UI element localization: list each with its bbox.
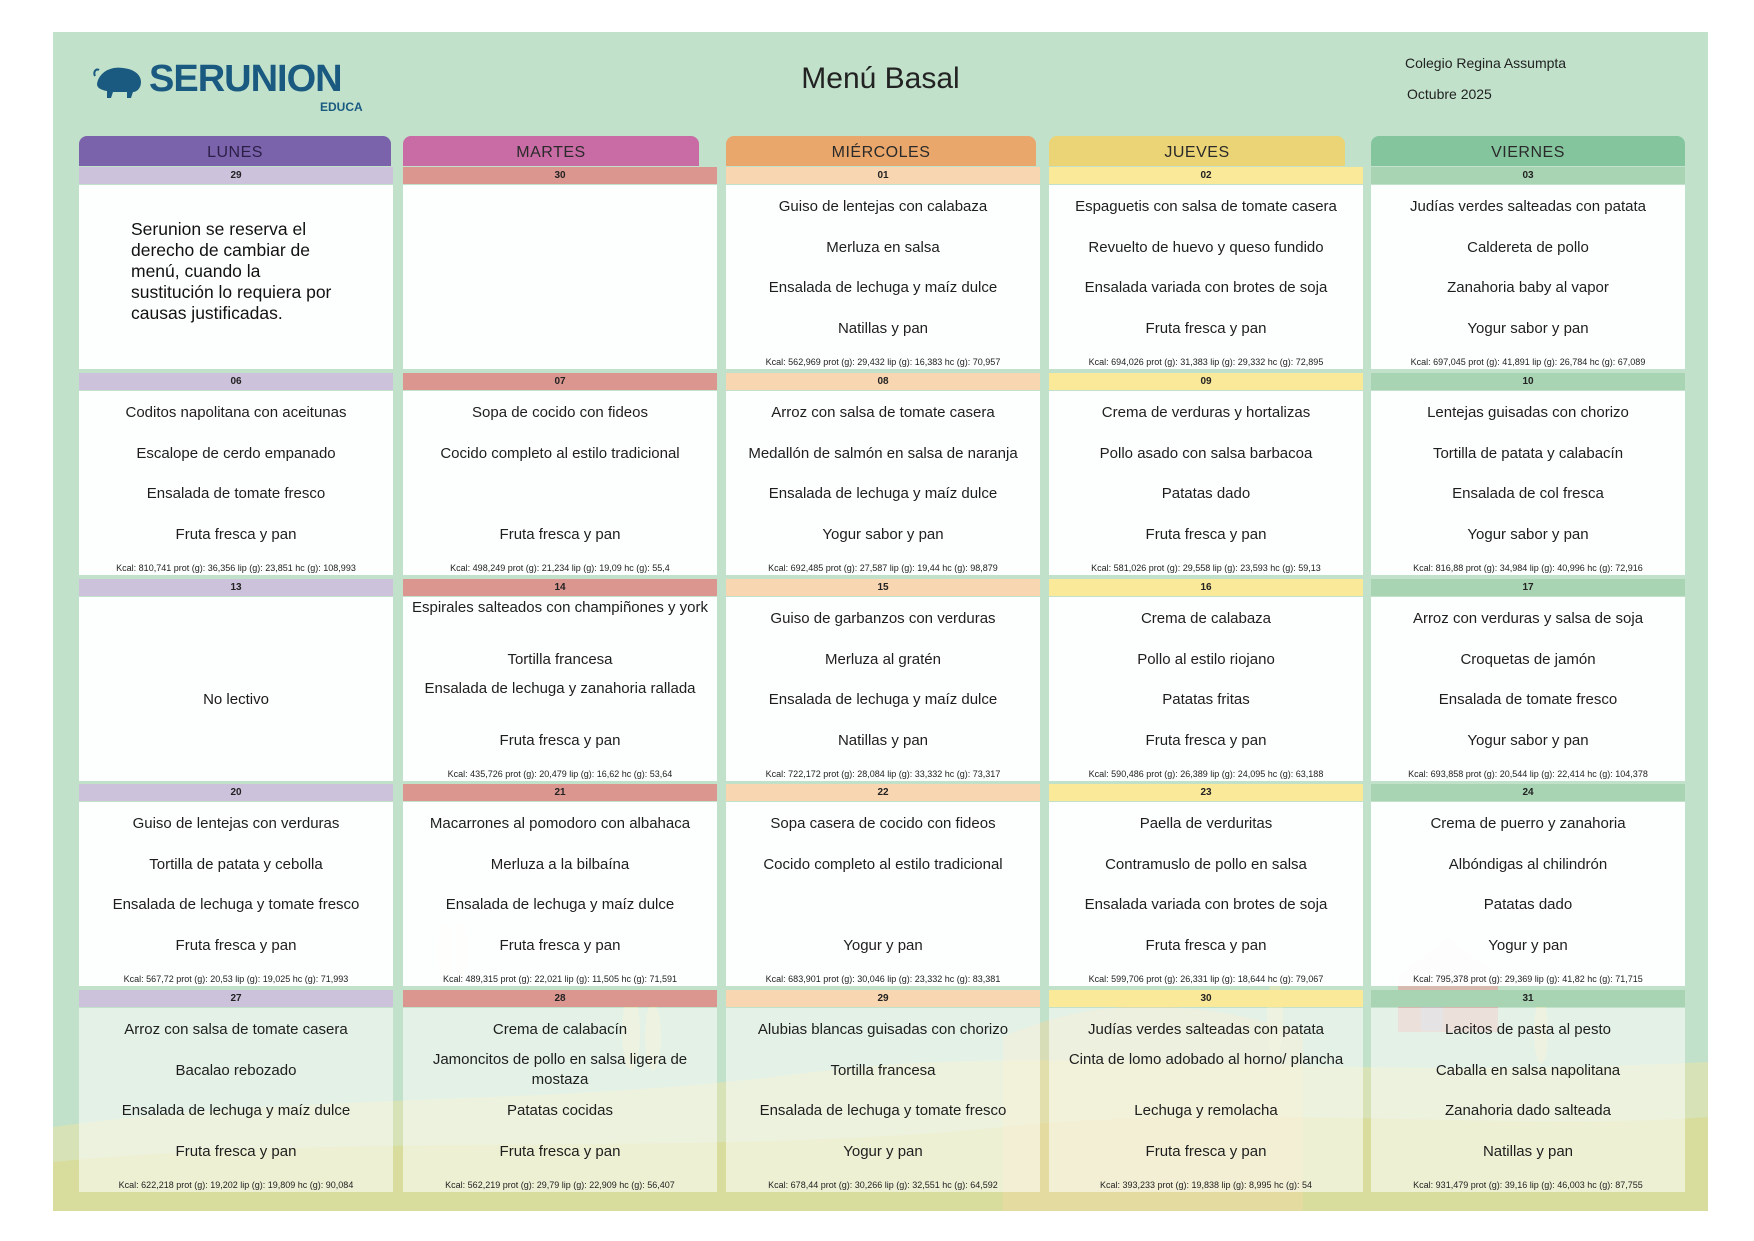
nutrition-info: Kcal: 581,026 prot (g): 29,558 lip (g): 23,593 hc (g): 59,13	[1091, 563, 1321, 573]
dish-4: Yogur y pan	[843, 1143, 923, 1160]
dish-3: Ensalada de lechuga y tomate fresco	[112, 896, 360, 913]
dish-4: Natillas y pan	[837, 320, 929, 337]
nutrition-info: Kcal: 622,218 prot (g): 19,202 lip (g): 19,809 hc (g): 90,084	[118, 1180, 354, 1190]
dish-1: Lentejas guisadas con chorizo	[1427, 404, 1629, 421]
nutrition-info: Kcal: 678,44 prot (g): 30,266 lip (g): 32,551 hc (g): 64,592	[768, 1180, 998, 1190]
menu-cell	[726, 1008, 1040, 1192]
dish-3: Ensalada de lechuga y zanahoria rallada	[424, 680, 696, 697]
day-header-lunes: LUNES	[79, 136, 391, 166]
no-school-label: No lectivo	[203, 691, 269, 708]
dish-3: Ensalada de lechuga y maíz dulce	[768, 279, 998, 296]
dish-2: Merluza a la bilbaína	[490, 856, 630, 873]
dish-2: Bacalao rebozado	[175, 1062, 297, 1079]
dish-2: Tortilla francesa	[830, 1062, 936, 1079]
menu-cell	[1371, 391, 1685, 575]
dish-1: Alubias blancas guisadas con chorizo	[757, 1021, 1009, 1038]
menu-cell	[1049, 391, 1363, 575]
dish-4: Fruta fresca y pan	[499, 732, 621, 749]
dish-1: Crema de puerro y zanahoria	[1430, 815, 1626, 832]
dish-1: Crema de calabacín	[492, 1021, 628, 1038]
menu-cell	[1049, 1008, 1363, 1192]
menu-change-notice: Serunion se reserva el derecho de cambiar de menú, cuando la sustitución lo requiera por causas justificadas.	[131, 219, 332, 323]
dish-4: Natillas y pan	[837, 732, 929, 749]
dish-3: Ensalada de tomate fresco	[146, 485, 326, 502]
dish-1: Guiso de garbanzos con verduras	[770, 610, 996, 627]
dish-4: Fruta fresca y pan	[1145, 320, 1267, 337]
day-number: 22	[726, 784, 1040, 801]
menu-cell	[403, 1008, 717, 1192]
dish-1: Macarrones al pomodoro con albahaca	[429, 815, 691, 832]
menu-cell	[403, 597, 717, 781]
dish-2: Cinta de lomo adobado al horno/ plancha	[1068, 1051, 1344, 1068]
menu-cell	[1049, 597, 1363, 781]
menu-cell	[79, 185, 393, 369]
menu-cell	[1049, 185, 1363, 369]
day-number: 13	[79, 579, 393, 596]
dish-1: Guiso de lentejas con verduras	[132, 815, 340, 832]
dish-3: Patatas cocidas	[507, 1102, 613, 1119]
dish-1: Lacitos de pasta al pesto	[1445, 1021, 1611, 1038]
nutrition-info: Kcal: 697,045 prot (g): 41,891 lip (g): 26,784 hc (g): 67,089	[1410, 357, 1646, 367]
nutrition-info: Kcal: 498,249 prot (g): 21,234 lip (g): 19,09 hc (g): 55,4	[450, 563, 670, 573]
nutrition-info: Kcal: 816,88 prot (g): 34,984 lip (g): 40,996 hc (g): 72,916	[1413, 563, 1643, 573]
dish-2: Croquetas de jamón	[1460, 651, 1596, 668]
day-number: 01	[726, 167, 1040, 184]
dish-2: Pollo al estilo riojano	[1137, 651, 1275, 668]
day-number: 28	[403, 990, 717, 1007]
dish-4: Fruta fresca y pan	[499, 526, 621, 543]
day-number: 02	[1049, 167, 1363, 184]
dish-4: Fruta fresca y pan	[499, 1143, 621, 1160]
dish-2: Tortilla de patata y calabacín	[1432, 445, 1624, 462]
dish-3: Patatas fritas	[1162, 691, 1250, 708]
dish-3: Ensalada de lechuga y maíz dulce	[768, 691, 998, 708]
day-number: 30	[1049, 990, 1363, 1007]
nutrition-info: Kcal: 562,969 prot (g): 29,432 lip (g): 16,383 hc (g): 70,957	[765, 357, 1001, 367]
nutrition-info: Kcal: 694,026 prot (g): 31,383 lip (g): 29,332 hc (g): 72,895	[1088, 357, 1324, 367]
dish-4: Fruta fresca y pan	[1145, 1143, 1267, 1160]
menu-cell	[403, 802, 717, 986]
nutrition-info: Kcal: 931,479 prot (g): 39,16 lip (g): 46,003 hc (g): 87,755	[1413, 1180, 1643, 1190]
day-number: 30	[403, 167, 717, 184]
dish-4: Yogur sabor y pan	[1467, 526, 1589, 543]
dish-4: Yogur sabor y pan	[822, 526, 944, 543]
nutrition-info: Kcal: 393,233 prot (g): 19,838 lip (g): 8,995 hc (g): 54	[1099, 1180, 1313, 1190]
day-header-miercoles: MIÉRCOLES	[726, 136, 1036, 166]
day-header-viernes: VIERNES	[1371, 136, 1685, 166]
dish-1: Sopa de cocido con fideos	[472, 404, 648, 421]
dish-4: Fruta fresca y pan	[1145, 732, 1267, 749]
menu-cell	[726, 185, 1040, 369]
menu-cell	[79, 1008, 393, 1192]
dish-1: Crema de calabaza	[1140, 610, 1272, 627]
dish-2: Revuelto de huevo y queso fundido	[1088, 239, 1324, 256]
dish-3: Ensalada de lechuga y maíz dulce	[445, 896, 675, 913]
dish-3: Zanahoria baby al vapor	[1447, 279, 1609, 296]
dish-2: Albóndigas al chilindrón	[1448, 856, 1608, 873]
day-number: 29	[726, 990, 1040, 1007]
page-title: Menú Basal	[801, 62, 960, 95]
day-number: 23	[1049, 784, 1363, 801]
dish-1: Crema de verduras y hortalizas	[1101, 404, 1311, 421]
nutrition-info: Kcal: 795,378 prot (g): 29,369 lip (g): 41,82 hc (g): 71,715	[1413, 974, 1643, 984]
dish-3: Ensalada variada con brotes de soja	[1084, 896, 1328, 913]
dish-1: Paella de verduritas	[1139, 815, 1273, 832]
dish-2: Tortilla francesa	[507, 651, 613, 668]
dish-3: Ensalada de col fresca	[1452, 485, 1604, 502]
menu-cell	[726, 391, 1040, 575]
menu-cell	[403, 185, 717, 369]
month-label: Octubre 2025	[1407, 86, 1492, 102]
day-number: 16	[1049, 579, 1363, 596]
dish-1: Arroz con salsa de tomate casera	[124, 1021, 348, 1038]
menu-cell	[403, 391, 717, 575]
nutrition-info: Kcal: 489,315 prot (g): 22,021 lip (g): 11,505 hc (g): 71,591	[443, 974, 677, 984]
dish-1: Espirales salteados con champiñones y york	[412, 599, 708, 616]
dish-3: Lechuga y remolacha	[1134, 1102, 1278, 1119]
day-number: 27	[79, 990, 393, 1007]
dish-3: Ensalada de lechuga y maíz dulce	[768, 485, 998, 502]
dish-4: Fruta fresca y pan	[1145, 937, 1267, 954]
nutrition-info: Kcal: 599,706 prot (g): 26,331 lip (g): 18,644 hc (g): 79,067	[1088, 974, 1324, 984]
dish-2: Cocido completo al estilo tradicional	[440, 445, 680, 462]
dish-1: Judías verdes salteadas con patata	[1088, 1021, 1324, 1038]
nutrition-info: Kcal: 562,219 prot (g): 29,79 lip (g): 22,909 hc (g): 56,407	[445, 1180, 675, 1190]
logo-sub: EDUCA	[320, 100, 363, 114]
dish-4: Fruta fresca y pan	[499, 937, 621, 954]
menu-cell	[79, 391, 393, 575]
menu-cell	[1371, 1008, 1685, 1192]
dish-2: Jamoncitos de pollo en salsa ligera de mostaza	[432, 1051, 688, 1088]
nutrition-info: Kcal: 810,741 prot (g): 36,356 lip (g): 23,851 hc (g): 108,993	[116, 563, 356, 573]
dish-4: Fruta fresca y pan	[175, 526, 297, 543]
day-number: 24	[1371, 784, 1685, 801]
day-number: 03	[1371, 167, 1685, 184]
dish-2: Pollo asado con salsa barbacoa	[1099, 445, 1313, 462]
dish-2: Merluza en salsa	[826, 239, 940, 256]
dish-1: Arroz con salsa de tomate casera	[771, 404, 995, 421]
dish-2: Medallón de salmón en salsa de naranja	[748, 445, 1018, 462]
day-number: 21	[403, 784, 717, 801]
day-number: 07	[403, 373, 717, 390]
dish-4: Fruta fresca y pan	[175, 937, 297, 954]
day-header-martes: MARTES	[403, 136, 699, 166]
dish-2: Tortilla de patata y cebolla	[149, 856, 323, 873]
menu-cell	[726, 597, 1040, 781]
dish-2: Contramuslo de pollo en salsa	[1105, 856, 1307, 873]
day-number: 20	[79, 784, 393, 801]
dish-4: Yogur y pan	[1488, 937, 1568, 954]
nutrition-info: Kcal: 692,485 prot (g): 27,587 lip (g): 19,44 hc (g): 98,879	[768, 563, 998, 573]
dish-4: Natillas y pan	[1482, 1143, 1574, 1160]
dish-2: Caballa en salsa napolitana	[1435, 1062, 1621, 1079]
nutrition-info: Kcal: 590,486 prot (g): 26,389 lip (g): 24,095 hc (g): 63,188	[1088, 769, 1324, 779]
dish-3: Ensalada de tomate fresco	[1438, 691, 1618, 708]
dish-3: Ensalada de lechuga y tomate fresco	[759, 1102, 1007, 1119]
menu-cell	[79, 597, 393, 781]
dish-1: Espaguetis con salsa de tomate casera	[1075, 198, 1337, 215]
dish-3: Ensalada de lechuga y maíz dulce	[121, 1102, 351, 1119]
day-number: 10	[1371, 373, 1685, 390]
dish-1: Arroz con verduras y salsa de soja	[1412, 610, 1644, 627]
dish-4: Fruta fresca y pan	[1145, 526, 1267, 543]
dish-2: Cocido completo al estilo tradicional	[763, 856, 1003, 873]
menu-cell	[1049, 802, 1363, 986]
day-number: 14	[403, 579, 717, 596]
day-number: 09	[1049, 373, 1363, 390]
dish-4: Yogur y pan	[843, 937, 923, 954]
menu-cell	[1371, 802, 1685, 986]
nutrition-info: Kcal: 435,726 prot (g): 20,479 lip (g): 16,62 hc (g): 53,64	[447, 769, 673, 779]
dish-3: Ensalada variada con brotes de soja	[1084, 279, 1328, 296]
nutrition-info: Kcal: 722,172 prot (g): 28,084 lip (g): 33,332 hc (g): 73,317	[765, 769, 1001, 779]
nutrition-info: Kcal: 693,858 prot (g): 20,544 lip (g): 22,414 hc (g): 104,378	[1408, 769, 1648, 779]
dish-4: Fruta fresca y pan	[175, 1143, 297, 1160]
dish-3: Patatas dado	[1483, 896, 1573, 913]
dish-2: Escalope de cerdo empanado	[136, 445, 336, 462]
school-name: Colegio Regina Assumpta	[1405, 55, 1567, 71]
dish-1: Coditos napolitana con aceitunas	[125, 404, 347, 421]
logo-name: SERUNION	[149, 58, 342, 100]
day-number: 06	[79, 373, 393, 390]
day-header-jueves: JUEVES	[1049, 136, 1345, 166]
menu-cell	[1371, 597, 1685, 781]
dish-2: Caldereta de pollo	[1467, 239, 1589, 256]
day-number: 31	[1371, 990, 1685, 1007]
dish-4: Yogur sabor y pan	[1467, 732, 1589, 749]
day-number: 29	[79, 167, 393, 184]
menu-sheet	[53, 32, 1708, 1211]
dish-1: Judías verdes salteadas con patata	[1410, 198, 1646, 215]
dish-2: Merluza al gratén	[825, 651, 941, 668]
day-number: 08	[726, 373, 1040, 390]
day-number: 15	[726, 579, 1040, 596]
dish-1: Sopa casera de cocido con fideos	[770, 815, 996, 832]
menu-cell	[1371, 185, 1685, 369]
nutrition-info: Kcal: 683,901 prot (g): 30,046 lip (g): 23,332 hc (g): 83,381	[765, 974, 1001, 984]
nutrition-info: Kcal: 567,72 prot (g): 20,53 lip (g): 19,025 hc (g): 71,993	[123, 974, 349, 984]
menu-cell	[79, 802, 393, 986]
dish-3: Zanahoria dado salteada	[1445, 1102, 1611, 1119]
menu-cell	[726, 802, 1040, 986]
dish-3: Patatas dado	[1161, 485, 1251, 502]
dish-1: Guiso de lentejas con calabaza	[778, 198, 988, 215]
day-number: 17	[1371, 579, 1685, 596]
dish-4: Yogur sabor y pan	[1467, 320, 1589, 337]
